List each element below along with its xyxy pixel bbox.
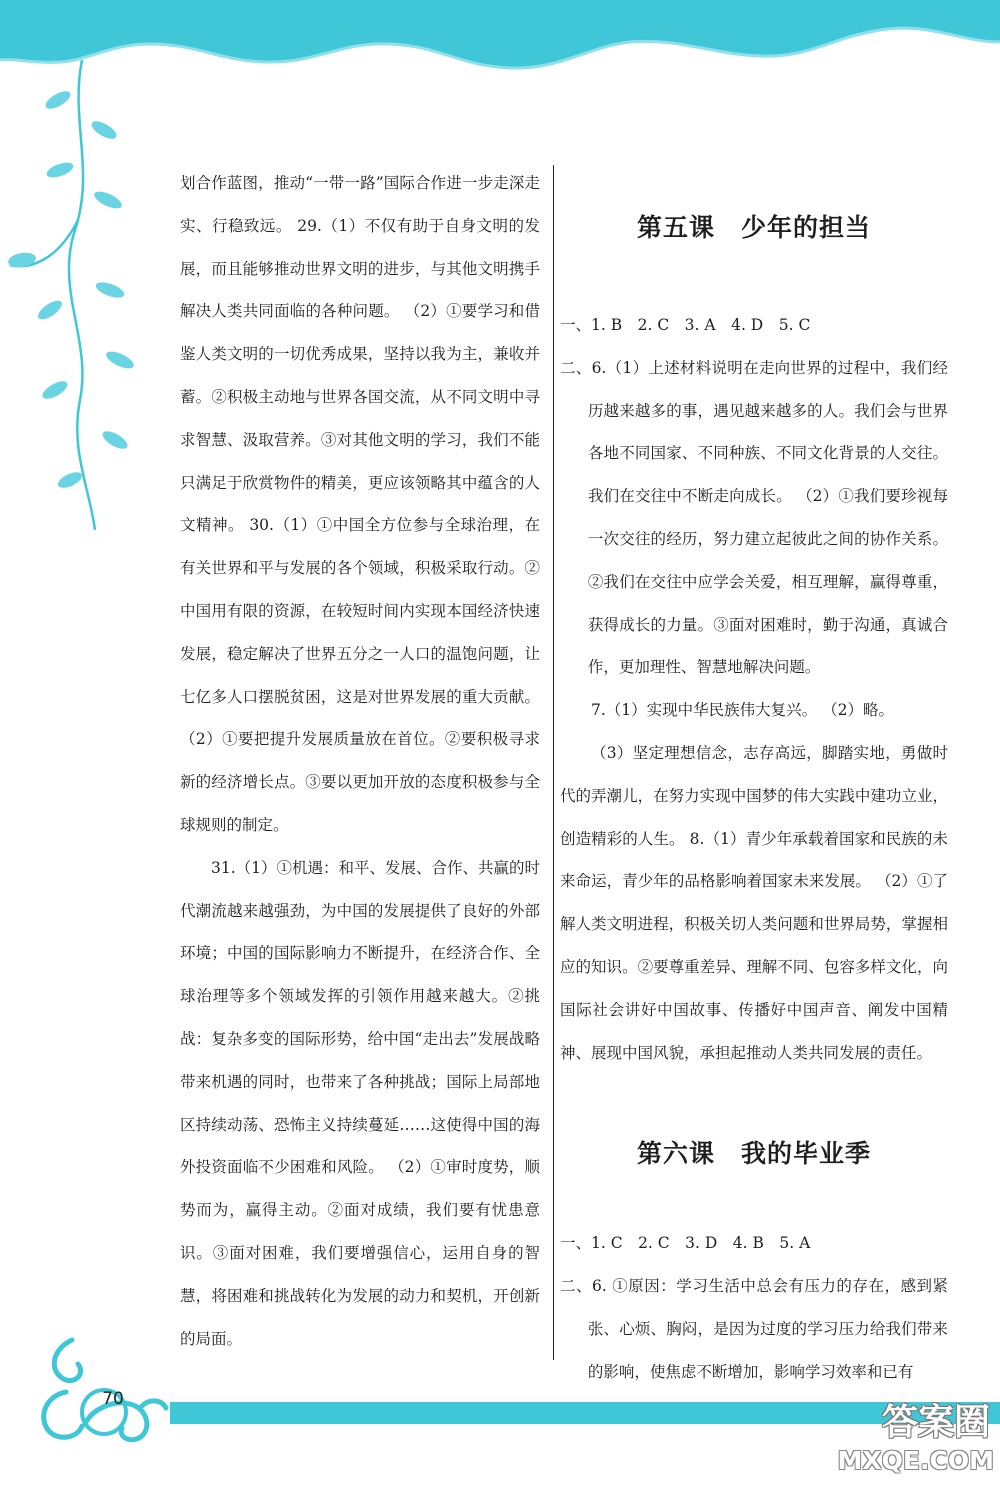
watermark-url: MXQE.COM [837, 1446, 994, 1475]
watermark-logo: 答案圈 [881, 1402, 990, 1443]
lesson-5-title: 第五课 少年的担当 [636, 213, 871, 242]
lesson-5-part-1: 一、1. B 2. C 3. A 4. D 5. C [560, 316, 811, 334]
answer-paragraph: 划合作蓝图，推动“一带一路”国际合作进一步走深走实、行稳致远。 29.（1）不仅有助于自身文明的发展，而且能够推动世界文明的进步，与其他文明携手解决人类共同面临的各种问题。 （2）①要学习和借鉴人类文明的一切优秀成果，坚持以我为主，兼收并蓄。②积极主动地与世界各国交流，从不同文明中寻求智慧、汲取营养。③对其他文明的学习，我们不能只满足于欣赏物件的精美，更应该领略其中蕴含的人文精神。 30.（1）①中国全方位参与全球治理，在有关世界和平与发展的各个领域，积极采取行动。②中国用有限的资源，在较短时间内实现本国经济快速发展，稳定解决了世界五分之一人口的温饱问题，让七亿多人口摆脱贫困，这是对世界发展的重大贡献。 （2）①要把提升发展质量放在首位。②要积极寻求新的经济增长点。③要以更加开放的态度积极参与全球规则的制定。 [180, 174, 540, 834]
lesson-5-question-7-8: （3）坚定理想信念，志存高远，脚踏实地，勇做时代的弄潮儿，在努力实现中国梦的伟大实践中建功立业，创造精彩的人生。 8.（1）青少年承载着国家和民族的未来命运，青少年的品格影响着国家未来发展。 （2）①了解人类文明进程，积极关切人类问题和世界局势，掌握相应的知识。②要尊重差异、理解不同、包容多样文化，向国际社会讲好中国故事、传播好中国声音、阐发中国精神、展现中国风貌，承担起推动人类共同发展的责任。 [560, 743, 948, 1062]
leafy-vine-ornament-icon [0, 60, 160, 540]
page-number: 70 [102, 1389, 124, 1409]
watermark [812, 1394, 1000, 1498]
lesson-6-part-1: 一、1. C 2. C 3. D 4. B 5. A [560, 1234, 811, 1253]
lesson-6-title: 第六课 我的毕业季 [636, 1139, 871, 1169]
answer-paragraph: 31.（1）①机遇：和平、发展、合作、共赢的时代潮流越来越强劲，为中国的发展提供了良好的外部环境；中国的国际影响力不断提升，在经济合作、全球治理等多个领域发挥的引领作用越来越大。②挑战：复杂多变的国际形势，给中国“走出去”发展战略带来机遇的同时，也带来了各种挑战；国际上局部地区持续动荡、恐怖主义持续蔓延……这使得中国的海外投资面临不少困难和风险。 （2）①审时度势，顺势而为，赢得主动。②面对成绩，我们要有忧患意识。③面对困难，我们要增强信心，运用自身的智慧，将困难和挑战转化为发展的动力和契机，开创新的局面。 [180, 858, 541, 1348]
lesson-6-part-2: 二、6. ①原因：学习生活中总会有压力的存在，感到紧张、心烦、胸闷，是因为过度的学习压力给我们带来的影响，使焦虑不断增加，影响学习效率和已有 [560, 1277, 948, 1381]
lesson-5-question-7: 7.（1）实现中华民族伟大复兴。 （2）略。 [591, 701, 894, 720]
lesson-5-part-2: 二、6.（1）上述材料说明在走向世界的过程中，我们经历越来越多的事，遇见越来越多的人。我们会与世界各地不同国家、不同种族、不同文化背景的人交往。我们在交往中不断走向成长。 （2）①我们要珍视每一次交往的经历，努力建立起彼此之间的协作关系。②我们在交往中应学会关爱，相互理解，赢得尊重，获得成长的力量。③面对困难时，勤于沟通，真诚合作，更加理性、智慧地解决问题。 [560, 358, 948, 677]
column-divider [553, 165, 554, 1360]
right-answer-column [560, 200, 948, 1394]
left-answer-column [180, 162, 540, 1360]
